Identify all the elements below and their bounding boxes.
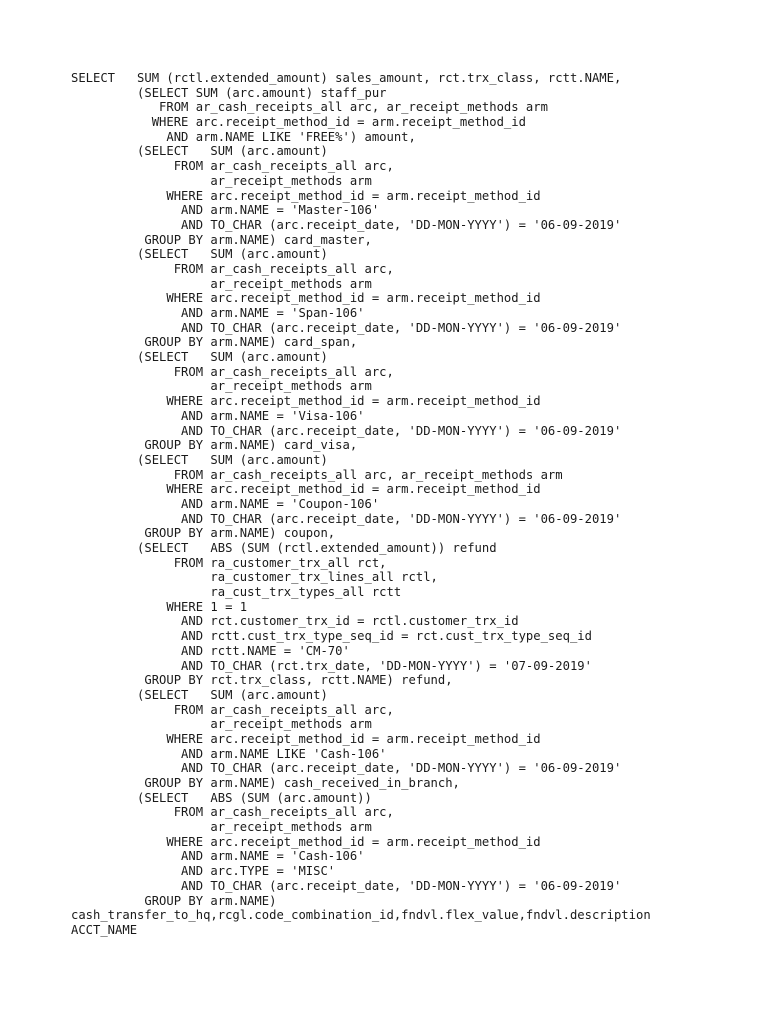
code-line: (SELECT ABS (SUM (arc.amount)) xyxy=(71,790,372,805)
code-line: (SELECT SUM (arc.amount) xyxy=(71,687,328,702)
code-line: AND arm.NAME = 'Master-106' xyxy=(71,203,380,218)
code-line: GROUP BY arm.NAME) card_master, xyxy=(71,232,372,247)
code-line: WHERE arc.receipt_method_id = arm.receipt_method_id xyxy=(71,394,541,409)
code-line: (SELECT SUM (arc.amount) xyxy=(71,350,328,365)
code-line: FROM ar_cash_receipts_all arc, xyxy=(71,702,394,717)
code-line: ra_cust_trx_types_all rctt xyxy=(71,585,402,600)
code-line: AND arm.NAME LIKE 'FREE%') amount, xyxy=(71,129,416,144)
code-line: AND arm.NAME = 'Coupon-106' xyxy=(71,496,380,511)
code-line: WHERE arc.receipt_method_id = arm.receipt_method_id xyxy=(71,188,541,203)
code-line: ar_receipt_methods arm xyxy=(71,379,372,394)
code-line: WHERE arc.receipt_method_id = arm.receipt_method_id xyxy=(71,731,541,746)
code-line: ar_receipt_methods arm xyxy=(71,717,372,732)
code-line: (SELECT SUM (arc.amount) xyxy=(71,247,328,262)
code-line: GROUP BY arm.NAME) coupon, xyxy=(71,526,336,541)
code-line: AND TO_CHAR (rct.trx_date, 'DD-MON-YYYY') = '07-09-2019' xyxy=(71,658,592,673)
code-line: AND rctt.cust_trx_type_seq_id = rct.cust_trx_type_seq_id xyxy=(71,629,592,644)
code-line: WHERE arc.receipt_method_id = arm.receipt_method_id xyxy=(71,482,541,497)
sql-document xyxy=(71,71,761,938)
code-line: WHERE arc.receipt_method_id = arm.receipt_method_id xyxy=(71,834,541,849)
code-line: (SELECT SUM (arc.amount) staff_pur xyxy=(71,85,387,100)
code-line: FROM ar_cash_receipts_all arc, xyxy=(71,805,394,820)
code-line: AND arm.NAME = 'Span-106' xyxy=(71,306,365,320)
code-line: AND TO_CHAR (arc.receipt_date, 'DD-MON-YYYY') = '06-09-2019' xyxy=(71,878,622,893)
code-line: SELECT SUM (rctl.extended_amount) sales_amount, rct.trx_class, rctt.NAME, xyxy=(71,71,622,85)
code-line: FROM ar_cash_receipts_all arc, xyxy=(71,261,394,276)
code-line: cash_transfer_to_hq,rcgl.code_combination_id,fndvl.flex_value,fndvl.description xyxy=(71,908,651,923)
code-line: (SELECT SUM (arc.amount) xyxy=(71,452,328,467)
code-line: FROM ar_cash_receipts_all arc, ar_receipt_methods arm xyxy=(71,100,548,115)
code-line: AND arm.NAME = 'Cash-106' xyxy=(71,849,365,864)
code-line: AND arm.NAME LIKE 'Cash-106' xyxy=(71,746,387,761)
code-line: WHERE arc.receipt_method_id = arm.receipt_method_id xyxy=(71,291,541,306)
code-line: WHERE 1 = 1 xyxy=(71,599,248,614)
code-line: FROM ar_cash_receipts_all arc, ar_receipt_methods arm xyxy=(71,467,563,482)
code-line: AND TO_CHAR (arc.receipt_date, 'DD-MON-YYYY') = '06-09-2019' xyxy=(71,217,622,232)
code-line: GROUP BY arm.NAME) card_visa, xyxy=(71,438,358,453)
code-line: GROUP BY arm.NAME) xyxy=(71,893,277,908)
code-line: (SELECT ABS (SUM (rctl.extended_amount)) refund xyxy=(71,541,497,555)
code-line: AND rctt.NAME = 'CM-70' xyxy=(71,643,350,658)
code-line: GROUP BY arm.NAME) cash_received_in_branch, xyxy=(71,776,460,790)
code-line: AND TO_CHAR (arc.receipt_date, 'DD-MON-YYYY') = '06-09-2019' xyxy=(71,511,622,526)
code-line: FROM ar_cash_receipts_all arc, xyxy=(71,364,394,379)
code-line: ar_receipt_methods arm xyxy=(71,276,372,291)
code-line: GROUP BY rct.trx_class, rctt.NAME) refund, xyxy=(71,673,453,688)
code-line: (SELECT SUM (arc.amount) xyxy=(71,144,328,159)
code-line: AND TO_CHAR (arc.receipt_date, 'DD-MON-YYYY') = '06-09-2019' xyxy=(71,320,622,335)
code-line: ar_receipt_methods arm xyxy=(71,173,372,188)
code-line: FROM ra_customer_trx_all rct, xyxy=(71,555,387,570)
code-line: AND TO_CHAR (arc.receipt_date, 'DD-MON-YYYY') = '06-09-2019' xyxy=(71,761,622,776)
code-line: WHERE arc.receipt_method_id = arm.receipt_method_id xyxy=(71,115,526,130)
code-line: ar_receipt_methods arm xyxy=(71,820,372,835)
code-line: FROM ar_cash_receipts_all arc, xyxy=(71,159,394,174)
code-line: GROUP BY arm.NAME) card_span, xyxy=(71,335,358,350)
code-line: ra_customer_trx_lines_all rctl, xyxy=(71,570,438,585)
code-line: AND rct.customer_trx_id = rctl.customer_trx_id xyxy=(71,614,519,629)
code-line: AND TO_CHAR (arc.receipt_date, 'DD-MON-YYYY') = '06-09-2019' xyxy=(71,423,622,438)
code-line: AND arc.TYPE = 'MISC' xyxy=(71,864,336,879)
code-line: AND arm.NAME = 'Visa-106' xyxy=(71,408,365,423)
code-line: ACCT_NAME xyxy=(71,922,138,937)
